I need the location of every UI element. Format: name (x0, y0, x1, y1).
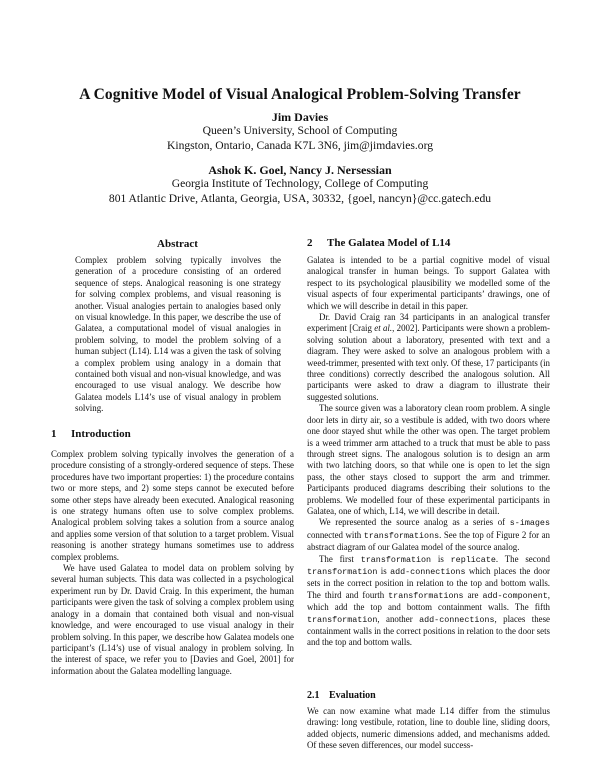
section-body (307, 255, 550, 649)
section-number: 1 (51, 428, 57, 440)
abstract-text: Complex problem solving typically involves the generation of a procedure consisting of an ordered sequence of steps. Analogical reasoning is one strategy for solving complex problems, and visual reasoning is another. Visual analogies pertain to analogies based only on visual knowledge. In this paper, we describe the use of Galatea, a computational model of visual analogies in problem solving, to model the problem solving of a human subject (L14). L14 was a given the task of solving a complex problem using analogy in a domain that contained both visual and non-visual knowledge, and was encouraged to use visual analogy. We describe how Galatea models L14’s use of visual analogy in problem solving. (75, 255, 281, 414)
section-title: Introduction (71, 428, 131, 440)
author-affiliation (0, 123, 600, 153)
paper-title: A Cognitive Model of Visual Analogical Problem-Solving Transfer (79, 86, 521, 103)
abstract-heading: Abstract (157, 238, 198, 250)
paragraph: The source given was a laboratory clean room problem. A single door lets in dirty air, so a vestibule is added, with two doors where one door stayed shut while the other was open. The target problem is a weed trimmer arm attached to a truck that must be able to pass through street signs. The analogous solution is to design an arm with two latching doors, so that while one is open to let the sign pass, the other stays closed to support the arm and trimmer. Participants produced diagrams describing their solutions to the problems. We modelled four of these experimental participants in Galatea, one of which, L14, we will describe in detail. (307, 403, 550, 516)
section-body (51, 449, 294, 677)
affiliation-line: Queen’s University, School of Computing (202, 124, 398, 137)
author-affiliation (0, 176, 600, 206)
paragraph: Dr. David Craig ran 34 participants in an analogical transfer experiment [Craig et al., 2002]. Participants were shown a problem-solving solution about a laboratory, presented with text and a diagram. They were asked to solve an analogous problem with a weed-trimmer, presented with text only. Of these, 17 participants (in three conditions) correctly described the analogous solution. All participants were asked to draw a diagram to illustrate their suggested solutions. (307, 312, 551, 402)
section-heading (307, 237, 450, 249)
author-name: Ashok K. Goel, Nancy J. Nersessian (208, 163, 392, 177)
section-body (307, 706, 550, 752)
paragraph: Galatea is intended to be a partial cognitive model of visual analogical transfer in human beings. To support Galatea with respect to its psychological plausibility we modelled some of the visual aspects of four experimental participants’ drawings, one of which we will describe in detail in this paper. (307, 255, 550, 311)
section-title: The Galatea Model of L14 (327, 237, 451, 249)
section-heading (51, 428, 131, 440)
paragraph: We represented the source analog as a series of s-images connected with transformations. See the top of Figure 2 for an abstract diagram of our Galatea model of the source analog. (307, 517, 550, 553)
subsection-title: Evaluation (329, 690, 376, 701)
paragraph: We have used Galatea to model data on problem solving by several human subjects. This data was collected in a psychological experiment run by Dr. David Craig. In this experiment, the human participants were given the task of solving a complex problem using analogy in a domain that contained both visual and non-visual knowledge, and were encouraged to use visual analogy in their problem solving. In this paper, we describe how Galatea models one participant’s (L14’s) use of visual analogy in problem solving. In the interest of space, we refer you to [Davies and Goel, 2001] for information about the Galatea modelling language. (51, 563, 294, 676)
affiliation-line: Georgia Institute of Technology, College of Computing (171, 177, 429, 190)
affiliation-line: 801 Atlantic Drive, Atlanta, Georgia, USA, 30332, {goel, nancyn}@cc.gatech.edu (108, 192, 492, 205)
subsection-number: 2.1 (307, 690, 320, 701)
abstract-body (75, 255, 281, 415)
paragraph: We can now examine what made L14 differ from the stimulus drawing: long vestibule, rotation, line to double line, sliding doors, added objects, numeric dimensions added, and mechanisms added. Of these seven differences, our model success- (307, 706, 550, 751)
section-number: 2 (307, 237, 313, 249)
subsection-heading (307, 690, 376, 701)
author-name: Jim Davies (271, 110, 329, 124)
paragraph: Complex problem solving typically involves the generation of a procedure consisting of a strongly-ordered sequence of steps. These procedures have two important properties: 1) the procedure contains two or more steps, and 2) some steps cannot be executed before some other steps have already been executed. Analogical reasoning is one strategy humans often use to solve complex problems. Analogical problem solving takes a solution from a source analog and applies some version of that solution to a target problem. Visual reasoning is another strategy humans sometimes use to address complex problems. (51, 449, 294, 562)
paragraph: The first transformation is replicate. The second transformation is add-connections which places the door sets in the correct position in relation to the top and bottom walls. The third and fourth transformations are add-component, which add the top and bottom containment walls. The fifth transformation, another add-connections, places these containment walls in the correct positions in relation to the door sets and the top and bottom walls. (307, 553, 550, 648)
affiliation-line: Kingston, Ontario, Canada K7L 3N6, jim@jimdavies.org (166, 139, 434, 152)
